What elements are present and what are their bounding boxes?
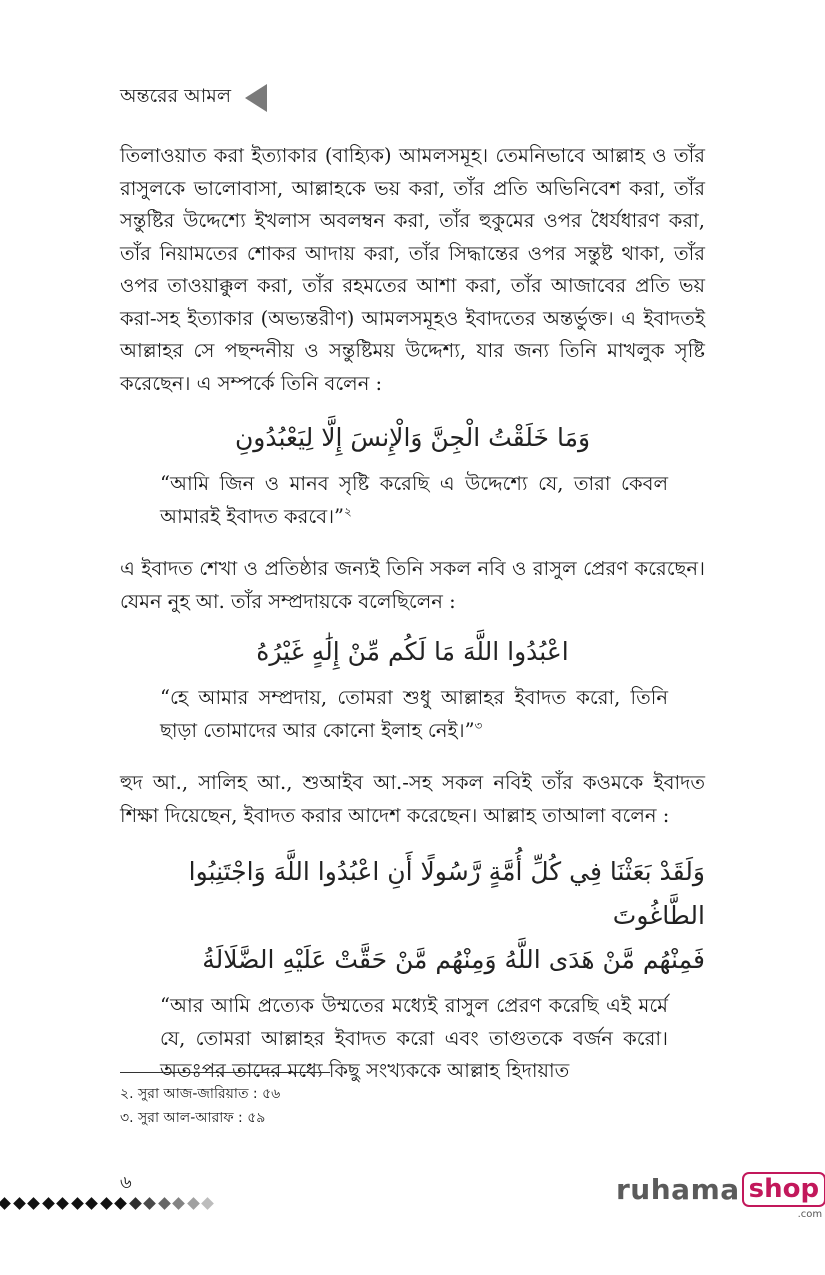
diamond-ornament-icon	[71, 1197, 84, 1210]
quote-2	[160, 682, 668, 747]
footnotes	[120, 1082, 280, 1130]
footnote-divider	[120, 1072, 330, 1073]
paragraph-1: তিলাওয়াত করা ইত্যাকার (বাহ্যিক) আমলসমূহ। তেমনিভাবে আল্লাহ ও তাঁর রাসুলকে ভালোবাসা, আল্লাহকে ভয় করা, তাঁর প্রতি অভিনিবেশ করা, তাঁর সন্তুষ্টির উদ্দেশ্যে ইখলাস অবলম্বন করা, তাঁর হুকুমের ওপর ধৈর্যধারণ করা, তাঁর নিয়ামতের শোকর আদায় করা, তাঁর সিদ্ধান্তের ওপর সন্তুষ্ট থাকা, তাঁর ওপর তাওয়াক্কুল করা, তাঁর রহমতের আশা করা, তাঁর আজাবের প্রতি ভয় করা-সহ ইত্যাকার (অভ্যন্তরীণ) আমলসমূহও ইবাদতের অন্তর্ভুক্ত। এ ইবাদতই আল্লাহর সে পছন্দনীয় ও সন্তুষ্টিময় উদ্দেশ্য, যার জন্য তিনি মাখলুক সৃষ্টি করেছেন। এ সম্পর্কে তিনি বলেন :	[120, 144, 705, 395]
quote-1-text: “আমি জিন ও মানব সৃষ্টি করেছি এ উদ্দেশ্যে যে, তারা কেবল আমারই ইবাদত করবে।”	[160, 472, 668, 528]
diamond-ornament-icon	[27, 1197, 40, 1210]
footnote-3: ৩. সুরা আল-আরাফ : ৫৯	[120, 1110, 266, 1126]
ruhamashop-logo	[616, 1172, 825, 1220]
paragraph-2: এ ইবাদত শেখা ও প্রতিষ্ঠার জন্যই তিনি সকল নবি ও রাসুল প্রেরণ করেছেন। যেমন নুহ আ. তাঁর সম্প্রদায়কে বলেছিলেন :	[120, 557, 705, 613]
quote-1	[160, 468, 668, 533]
arabic-verse-1: وَمَا خَلَقْتُ الْجِنَّ وَالْإِنسَ إِلَّا لِيَعْبُدُونِ	[234, 423, 591, 452]
diamond-ornament-icon	[56, 1197, 69, 1210]
diamond-ornament-icon	[100, 1197, 113, 1210]
diamond-ornament-icon	[172, 1197, 185, 1210]
logo-word: ruhama	[616, 1173, 740, 1206]
quote-2-text: “হে আমার সম্প্রদায়, তোমরা শুধু আল্লাহর ইবাদত করো, তিনি ছাড়া তোমাদের আর কোনো ইলাহ নেই।”	[160, 686, 668, 742]
logo-shop-badge	[742, 1172, 825, 1220]
arabic-verse-3	[120, 850, 705, 982]
book-title: অন্তরের আমল	[120, 85, 231, 107]
page-number: ৬	[120, 1172, 132, 1193]
footnote-ref-3[interactable]: ৩	[474, 718, 483, 732]
diamond-ornament-icon	[13, 1197, 26, 1210]
quote-3: “আর আমি প্রত্যেক উম্মতের মধ্যেই রাসুল প্রেরণ করেছি এই মর্মে যে, তোমরা আল্লাহর ইবাদত করো এবং তাগুতকে বর্জন করো। অতঃপর তাদের মধ্যে কিছু সংখ্যককে আল্লাহ হিদায়াত	[160, 994, 668, 1082]
diamond-ornament-icon	[201, 1197, 214, 1210]
diamond-ornament-icon	[42, 1197, 55, 1210]
running-header	[120, 82, 267, 114]
arabic-verse-2: اعْبُدُوا اللَّهَ مَا لَكُم مِّنْ إِلَٰهٍ غَيْرُهُ	[256, 637, 569, 666]
triangle-marker-icon	[245, 84, 267, 112]
diamond-ornament-row	[0, 1199, 218, 1208]
diamond-ornament-icon	[187, 1197, 200, 1210]
paragraph-3: হুদ আ., সালিহ আ., শুআইব আ.-সহ সকল নবিই তাঁর কওমকে ইবাদত শিক্ষা দিয়েছেন, ইবাদত করার আদেশ করেছেন। আল্লাহ তাআলা বলেন :	[120, 771, 705, 827]
arabic-verse-3-line-1: وَلَقَدْ بَعَثْنَا فِي كُلِّ أُمَّةٍ رَّسُولًا أَنِ اعْبُدُوا اللَّهَ وَاجْتَنِبُوا الطَّاغُوتَ	[188, 857, 705, 930]
diamond-ornament-icon	[129, 1197, 142, 1210]
footnote-ref-2[interactable]: ২	[344, 504, 352, 518]
logo-shop-text: shop	[742, 1172, 825, 1207]
arabic-verse-3-line-2: فَمِنْهُم مَّنْ هَدَى اللَّهُ وَمِنْهُم مَّنْ حَقَّتْ عَلَيْهِ الضَّلَالَةُ	[202, 945, 705, 974]
diamond-ornament-icon	[143, 1197, 156, 1210]
footnote-2: ২. সুরা আজ-জারিয়াত : ৫৬	[120, 1086, 281, 1102]
diamond-ornament-icon	[158, 1197, 171, 1210]
page-content	[120, 140, 705, 1088]
diamond-ornament-icon	[0, 1197, 11, 1210]
logo-domain: .com	[797, 1209, 823, 1220]
diamond-ornament-icon	[114, 1197, 127, 1210]
diamond-ornament-icon	[85, 1197, 98, 1210]
